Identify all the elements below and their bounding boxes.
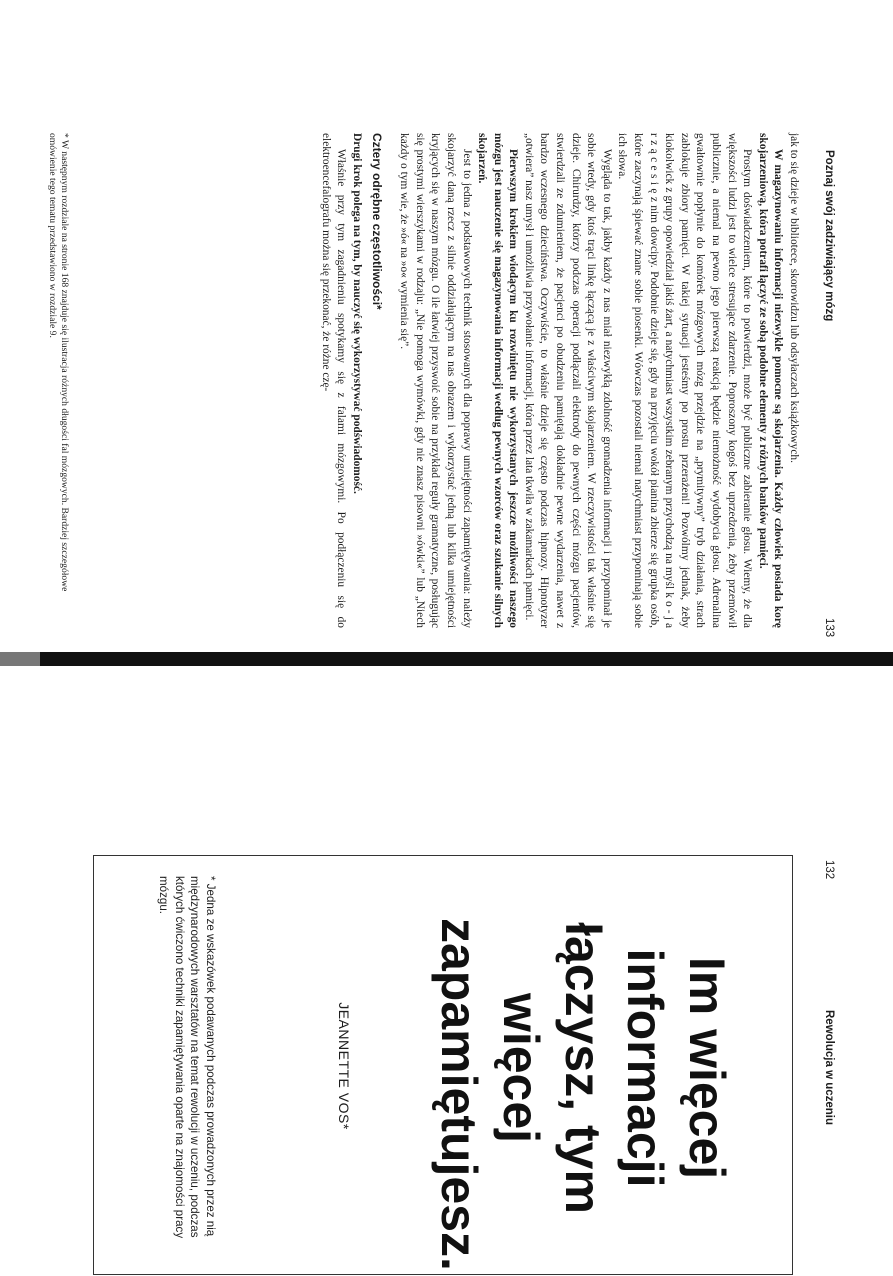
quote-line: łączysz, tym xyxy=(555,922,611,1214)
quote-line: informacji xyxy=(617,948,673,1188)
page-header: Poznaj swój zadziwiający mózg xyxy=(823,150,835,322)
quote-line: zapamiętujesz. xyxy=(431,918,487,1271)
quote-line: więcej xyxy=(493,992,549,1144)
paragraph: Wygląda to tak, jakby każdy z nas miał niezwykłą zdolność gromadzenia informacji i przypominał je sobie wtedy, gdy ktoś trąci linkę łączącą je z właściwym skojarzeniem. W rzeczywistości tak właśnie się dzieje. Chirurdzy, którzy podczas operacji podłączali elektrody do pewnych części mózgu pacjentów, stwierdzali ze zdumieniem, że pacjenci po obudzeniu pamiętają dokładnie pewne wydarzenia, nawet z bardzo wczesnego dzieciństwa. Oczywiście, to właśnie dzieje się często podczas hipnozy. Hipnotyzer „otwiera” nasz umysł i umożliwia przywołanie informacji, która przez lata tkwiła w zakamarkach pamięci. xyxy=(522,133,613,628)
paragraph: jak to się dzieje w bibliotece, skorowidzu lub odsyłaczach książkowych. xyxy=(788,133,800,463)
paragraph: Właśnie przy tym zagadnieniu spotykamy się z falami mózgowymi. Po podłączeniu się do elektroencefalografu można się przekonać, że różne czę- xyxy=(319,133,348,628)
quote-note: * Jedna ze wskazówek podawanych podczas prowadzonych przez nią międzynarodowych warsztatów na temat rewolucji w uczeniu, podczas których ćwiczono techniki zapamiętywania oparte na znajomości pracy mózgu. xyxy=(157,876,217,1239)
paragraph: Pierwszym krokiem wiodącym ku rozwiniętu nie wykorzystanych jeszcze możliwości naszego mózgu jest nauczenie się magazynowania informacji według pewnych wzorców oraz szukanie silnych skojarzeń. xyxy=(476,133,520,628)
paragraph: Drugi krok polega na tym, by nauczyć się wykorzystywać podświadomość. xyxy=(350,133,363,494)
page-132 xyxy=(0,690,893,1271)
paragraph: Jest to jedna z podstawowych technik stosowanych dla poprawy umiejętności zapamiętywania: należy skojarzyć daną rzecz z silnie oddziałującym na nas obrazem i wykorzystać jedną lub kilka umiejętności kryjących się w naszym mózgu. O ile łatwiej przyswoić sobie na przykład reguły gramatyczne, posługując się prostymi wierszykami w rodzaju: „Nie pomoga wymówki, gdy nie znasz pisowni »ówki«” lub „Niech każdy o tym wie, że »ó« na »o« wymienia się”. xyxy=(398,133,473,628)
paragraph: Prostym doświadczeniem, które to potwierdzi, może być publiczne zabieranie głosu. Wiemy, że dla większości ludzi jest to wielce stresujące zdarzenie. Poproszony kogoś bez uprzedzenia, żeby przemówił publicznie, a niemal na pewno jego pierwszą reakcją będzie niemożność wydobycia głosu. Adrenalina gwałtownie popłynie do komórek mózgowych mózg przejdzie na „prymitywny” tryb działania, strach zablokuje zbiory pamięci. W takiej sytuacji jesteśmy po prostu przerażeni! Pozwólmy jednak, żeby kiokolwick z grupy opowiedział jakiś żart, a natychmiast wszystkim zebranym przychodzą na myśl k o - j a r z ą c e s i ę z nim dowcipy. Podobnie dzieje się, gdy na przyjęciu wokół pianina zbierze się grupka osób, które zaczynają śpiewać znane sobie piosenki. Wówczas pozostali niemal natychmiast przypominają sobie ich słowa. xyxy=(616,133,754,628)
footnote: * W następnym rozdziale na stronie 168 znajduje się ilustracja różnych długości fal mózgowych. Bardziej szczegółowe omówienie tego tematu przedstawiono w rozdziale 9. xyxy=(47,133,70,592)
page-body xyxy=(317,133,801,628)
page-number: 132 xyxy=(823,860,835,880)
quote-line: Im więcej xyxy=(679,956,735,1180)
section-heading: Cztery odrębne częstotliwości* xyxy=(369,133,384,310)
page-header: Rewolucja w uczeniu xyxy=(823,1010,835,1126)
paragraph: W magazynowaniu informacji niezwykle pomocne są skojarzenia. Każdy człowiek posiada korę skojarzeniową, która potrafi łączyć ze sobą podobne elementy z różnych banków pamięci. xyxy=(756,133,785,628)
book-spine xyxy=(0,652,893,666)
quote-box xyxy=(93,855,793,1275)
quote-author: JEANNETTE VOS* xyxy=(336,1002,352,1130)
quote xyxy=(428,918,738,1271)
page-number: 133 xyxy=(823,618,835,638)
